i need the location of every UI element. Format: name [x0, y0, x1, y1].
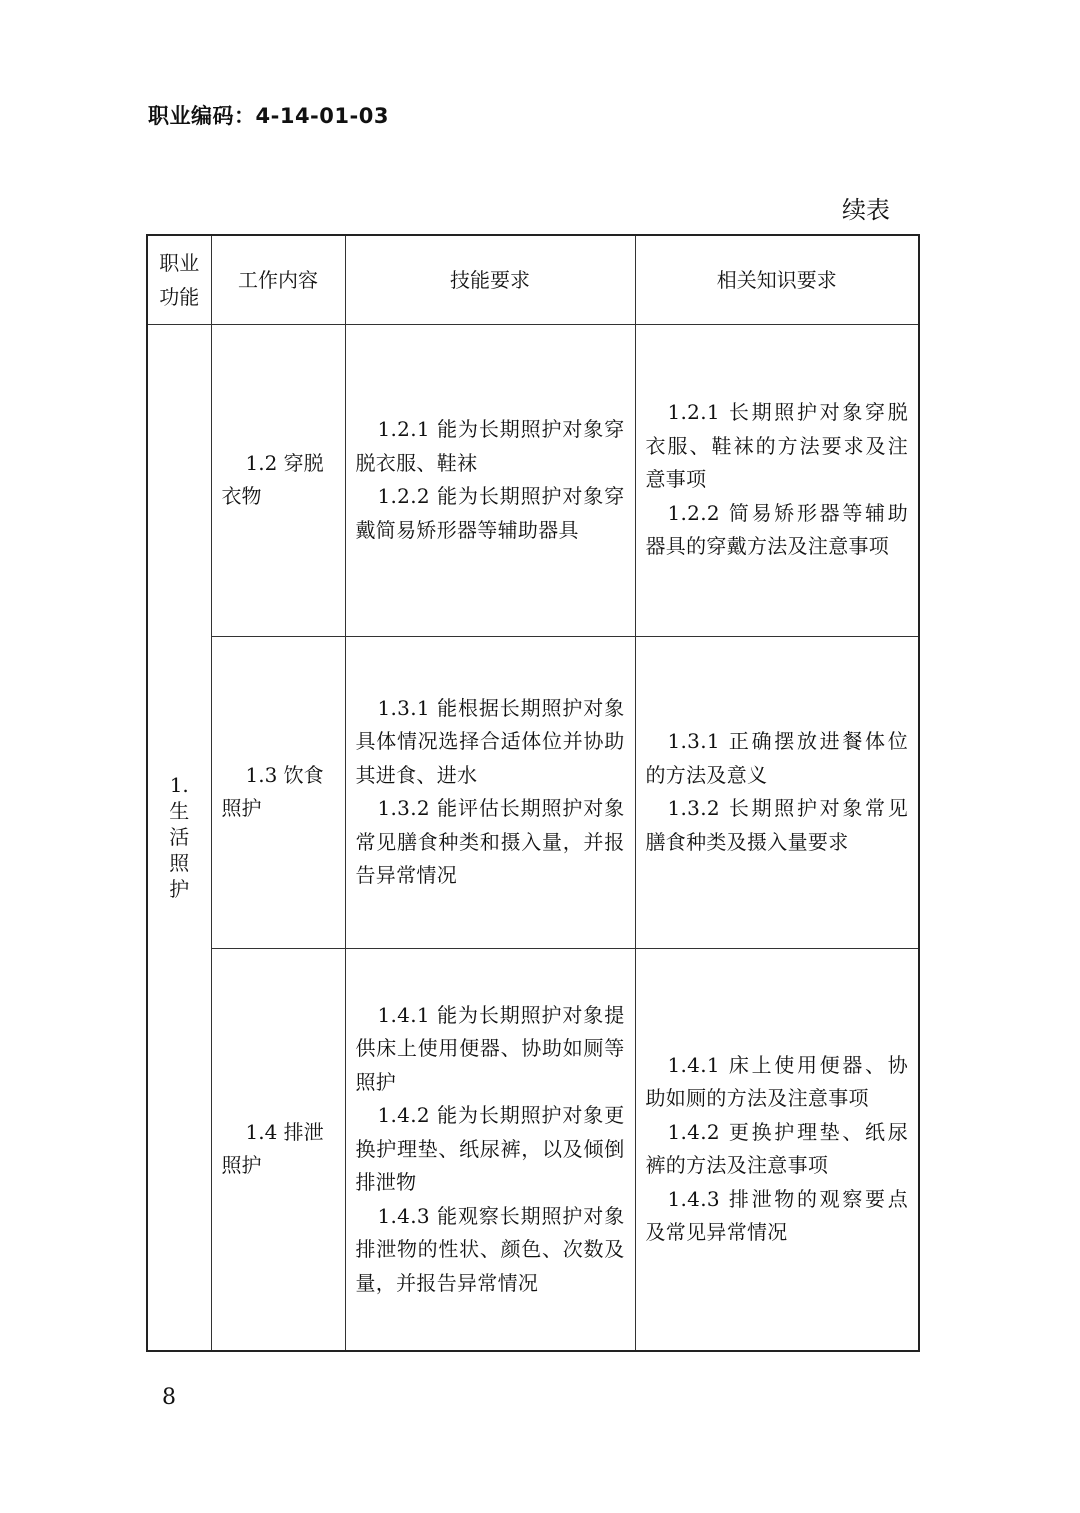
header-work-content: 工作内容 [211, 235, 345, 324]
table-row [147, 948, 919, 1351]
skill-item: 1.2.2 能为长期照护对象穿戴简易矫形器等辅助器具 [355, 484, 625, 542]
function-char: 1. [169, 773, 189, 798]
header-function [147, 235, 211, 324]
skill-cell [345, 948, 635, 1351]
knowledge-cell [635, 948, 919, 1351]
header-knowledge-requirements: 相关知识要求 [635, 235, 919, 324]
knowledge-cell [635, 324, 919, 636]
function-char: 照 [169, 851, 190, 876]
header-function-line2: 功能 [159, 284, 200, 309]
work-content-text: 1.3 饮食照护 [221, 763, 324, 820]
continued-label: 续表 [842, 196, 890, 224]
knowledge-item: 1.4.2 更换护理垫、纸尿裤的方法及注意事项 [645, 1119, 908, 1178]
skill-item: 1.4.2 能为长期照护对象更换护理垫、纸尿裤，以及倾倒排泄物 [355, 1103, 625, 1194]
header-skill-requirements: 技能要求 [345, 235, 635, 324]
knowledge-cell [635, 636, 919, 948]
skill-item: 1.3.1 能根据长期照护对象具体情况选择合适体位并协助其进食、进水 [355, 695, 625, 787]
function-char: 生 [169, 799, 190, 824]
function-cell [147, 324, 211, 1351]
knowledge-item: 1.4.1 床上使用便器、协助如厕的方法及注意事项 [645, 1052, 908, 1111]
skill-item: 1.4.3 能观察长期照护对象排泄物的性状、颜色、次数及量，并报告异常情况 [355, 1203, 625, 1295]
skill-cell [345, 324, 635, 636]
header-function-line1: 职业 [159, 250, 200, 275]
occupation-code: 职业编码：4-14-01-03 [148, 104, 389, 128]
work-content-text: 1.2 穿脱衣物 [221, 451, 324, 508]
table-header-row [147, 235, 919, 324]
knowledge-item: 1.2.2 简易矫形器等辅助器具的穿戴方法及注意事项 [645, 500, 908, 559]
work-content-cell [211, 324, 345, 636]
table-row [147, 324, 919, 636]
function-char: 护 [169, 877, 190, 902]
work-content-cell [211, 636, 345, 948]
knowledge-item: 1.3.2 长期照护对象常见膳食种类及摄入量要求 [645, 796, 908, 854]
knowledge-item: 1.2.1 长期照护对象穿脱衣服、鞋袜的方法要求及注意事项 [645, 400, 908, 492]
function-vertical-text [169, 772, 189, 902]
skill-item: 1.3.2 能评估长期照护对象常见膳食种类和摄入量，并报告异常情况 [355, 796, 625, 887]
knowledge-item: 1.4.3 排泄物的观察要点及常见异常情况 [645, 1186, 908, 1245]
work-content-cell [211, 948, 345, 1351]
skill-item: 1.4.1 能为长期照护对象提供床上使用便器、协助如厕等照护 [355, 1002, 625, 1094]
skill-cell [345, 636, 635, 948]
table-row [147, 636, 919, 948]
skill-item: 1.2.1 能为长期照护对象穿脱衣服、鞋袜 [355, 417, 625, 475]
requirements-table [146, 234, 920, 1352]
page-number: 8 [162, 1385, 176, 1410]
function-char: 活 [169, 825, 190, 850]
work-content-text: 1.4 排泄照护 [221, 1120, 324, 1178]
knowledge-item: 1.3.1 正确摆放进餐体位的方法及意义 [645, 729, 908, 787]
